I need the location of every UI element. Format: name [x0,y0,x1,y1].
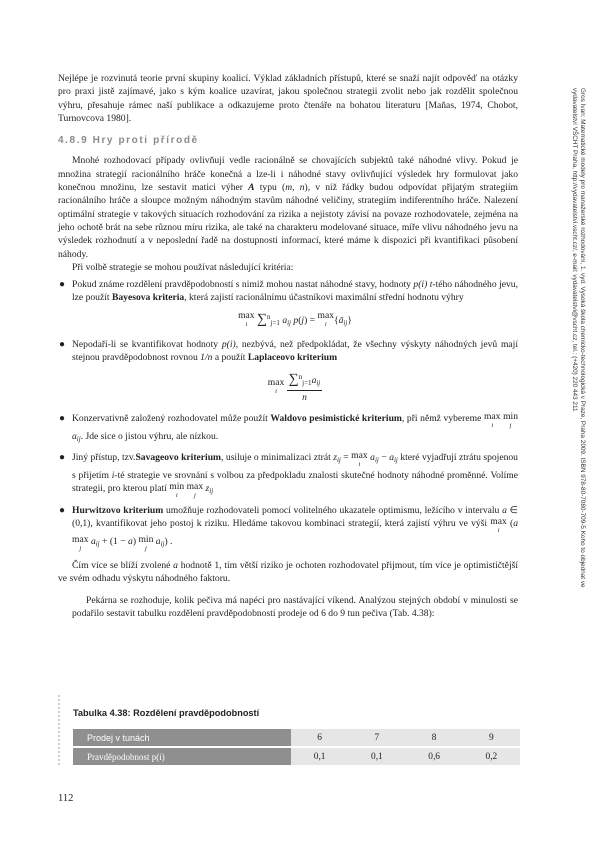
table-row [73,748,520,765]
bullet-icon: ● [59,413,66,425]
copyright-sidebar [572,88,586,608]
math-inline: a [173,560,178,572]
page-number: 112 [58,793,74,804]
intro-paragraph: Nejlépe je rozvinutá teorie první skupiny koalicí. Výklad základních přístupů, které se snaží najít odpověď na otázky pro praxi jistě zajímavé, jako s kým koalice uzavírat, jakou společnou strategii zvolit nebo jak rozdělit společnou výhru, přesahuje rámec naší publikace a odkazujeme proto čtenáře na bohatou literaturu [Maňas, 1974, Chobot, Turnovcova 1980]. [58,73,518,124]
text-span: hodnotě 1, tím větší riziko je ochoten rozhodovatel přijmout, tím více je optimističtější ve svém odhadu výskytu náhodného faktoru. [58,560,519,585]
row-label-sales: Prodej v tunách [73,729,291,746]
text-span: , kvantifikovat jeho postoj k riziku. Hledáme takovou kombinaci strategií, která zajistí výhru ve výši [90,518,491,530]
text-span: ), v níž řádky budou odpovídat přijatým strategiím racionálního hráče a sloupce možným náhodným stavům náhodné veličiny, strategiím indiferentního hráče. Nalezení optimální strategie v takových situacích rozhodování za rizika a nejistoty závisí na povaze rozhodovatele, zejména na jeho ochotě brát na sebe různou míru rizika, ale také na charakteru modelované situace, míře vlivu náhodného jevu na výsledek rozhodnutí a v neposlední řadě na dostupnosti informací, které máme k dispozici při kvantifikaci působení náhody. [58,182,518,260]
list-item-savage: ● Jiný přístup, tzv.Savageovo kriterium, usiluje o minimalizaci ztrát $z_{ij} = \max$ i $a_{ij} - a_{ij}$ které vyjadřují ztrátu spojenou s přijetím i-té strategie ve srovnání s volbou za předpokladu znalosti skutečné hodnoty náhodné proměnné. Volíme strategii, pro kterou platí min i max j $z_{ij}$ [59,449,518,499]
text-span: , usiluje o minimalizaci ztrát [221,451,334,463]
text-span: Nepodaří-li se kvantifikovat hodnoty [72,339,222,351]
list-item-laplace [58,338,518,404]
table-cell: 6 [291,729,348,746]
text-span: , která zajistí racionálnímu účastníkovi maximální střední hodnotu výhry [184,292,464,304]
math-inline: 1/n [200,352,213,364]
page-body [58,72,518,620]
table-cell: 8 [406,729,463,746]
list-item-wald: ● Konzervativně založený rozhodovatel může použít Waldovo pesimistické kriterium, při němž vybereme max i min j $a_{ij}$. Jde sice o jistou výhru, ale nízkou. [59,411,519,444]
paragraph-criteria-intro: Při volbě strategie se mohou používat následující kritéria: [72,261,294,273]
math-inline: i [111,469,115,481]
table-caption: Tabulka 4.38: Rozdělení pravděpodobností [73,708,260,718]
math-inline: p(i) t [413,279,433,291]
table-cell: 0,2 [463,748,520,765]
text-span: Pokud známe rozdělení pravděpodobností s nimiž mohou nastat náhodné stavy, hodnoty [72,279,414,291]
table-row [73,729,520,746]
criteria-list [58,278,518,553]
paragraph-bakery-example: Pekárna se rozhoduje, kolik pečiva má napéci pro nastávající víkend. Analýzou stejných období v minulosti se podařilo sestavit tabulku rozdělení pravděpodobností prodeje od 6 do 9 tun pečiva (Tab. 4.38): [72,594,518,620]
section-heading: 4.8.9 Hry proti přírodě [58,135,199,147]
text-span: , při němž vybereme [401,413,484,425]
term-wald: Waldovo pesimistické kriterium [270,413,402,425]
list-item-hurwitz: ● Hurwitzovo kriterium umožňuje rozhodovateli pomocí volitelného ukazatele optimismu, ležícího v intervalu a ∈ (0,1), kvantifikovat jeho postoj k riziku. Hledáme takovou kombinaci strategií, která zajistí výhru ve výši max i (a max j $a_{ij} + (1 - a)$ min j $a_{ij}$) . [59,504,518,553]
bullet-icon: ● [59,451,66,463]
bullet-icon: ● [59,279,66,291]
text-span: Jiný přístup, tzv. [72,451,136,463]
text-span: umožňuje rozhodovateli pomocí volitelného ukazatele optimismu, ležícího v intervalu [163,504,503,516]
paragraph-hurwitz-note [58,559,518,586]
text-span: které vyjadřují ztrátu spojenou s přijetím [72,451,518,481]
probability-table [73,727,520,767]
text-span: , nezbývá, než předpokládat, že všechny výskyty náhodných jevů mají stejnou pravděpodobnost rovnou [72,339,518,364]
text-span: . Jde sice o jistou výhru, ale nízkou. [80,431,219,443]
table-cell: 0,6 [406,748,463,765]
bullet-icon: ● [59,339,66,351]
table-cell: 7 [348,729,405,746]
formula-laplace: max i $\frac{\sum^n_{j=1}a_{ij}}{n}$ [267,371,321,403]
term-laplace: Laplaceovo kriterium [247,352,338,364]
text-span: a použít [212,352,248,364]
paragraph-games-against-nature [58,154,518,260]
math-inline: p(i) [221,339,236,351]
text-span: typu ( [254,182,286,194]
table-cell: 9 [463,729,520,746]
row-label-probability: Pravděpodobnost p(i) [73,748,291,765]
text-span: Mnohé rozhodovací případy ovlivňují vedle racionálně se chovajících subjektů také náhodné vlivy. Pokud je množina strategií racionálního hráče konečná a lze-li i náhodné stavy ovlivňující výsledek hry formulovat jako konečnou množinu, lze sestavit matici výher [58,155,518,194]
margin-strip [58,695,62,765]
bullet-icon: ● [59,504,66,516]
text-span: Konzervativně založený rozhodovatel může použít [72,413,271,425]
table-cell: 0,1 [291,748,348,765]
text-span: -té strategie ve srovnání s volbou za předpokladu znalosti skutečné hodnoty náhodné proměnné. Volíme strategii, pro kterou platí [72,469,518,494]
matrix-type: m, n [285,182,305,194]
text-span: Čím více se blíží zvolené [72,560,174,572]
text-span: -tého náhodného jevu, lze použít [72,279,518,304]
term-bayes: Bayesova kriteria [111,292,185,304]
term-hurwitz: Hurwitzovo kriterium [72,504,164,516]
term-savage: Savageovo kriterium [135,451,222,463]
matrix-symbol: A [248,182,255,194]
list-item-bayes [58,278,518,330]
sidebar-text: Gros Ivan: Matematické modely pro manažerské rozhodování, 1. vyd. Vysoká škola chemicko-technologická v Praze, Praha 2009. ISBN 978-80-7080-709-5 Koho to objednat ve vydavatelství VŠCHT Praha, http://vydavatelstvi.vscht.cz/, e-mail: vydavatelstvi@vscht.cz, tel.: (+420) 220 443 211 [571,88,586,588]
table-cell: 0,1 [348,748,405,765]
formula-bayes: max i ∑$^n_{j=1}$ $a_{ij}$ p(j) = max i $\{ā_{ij}\}$ [238,309,352,328]
